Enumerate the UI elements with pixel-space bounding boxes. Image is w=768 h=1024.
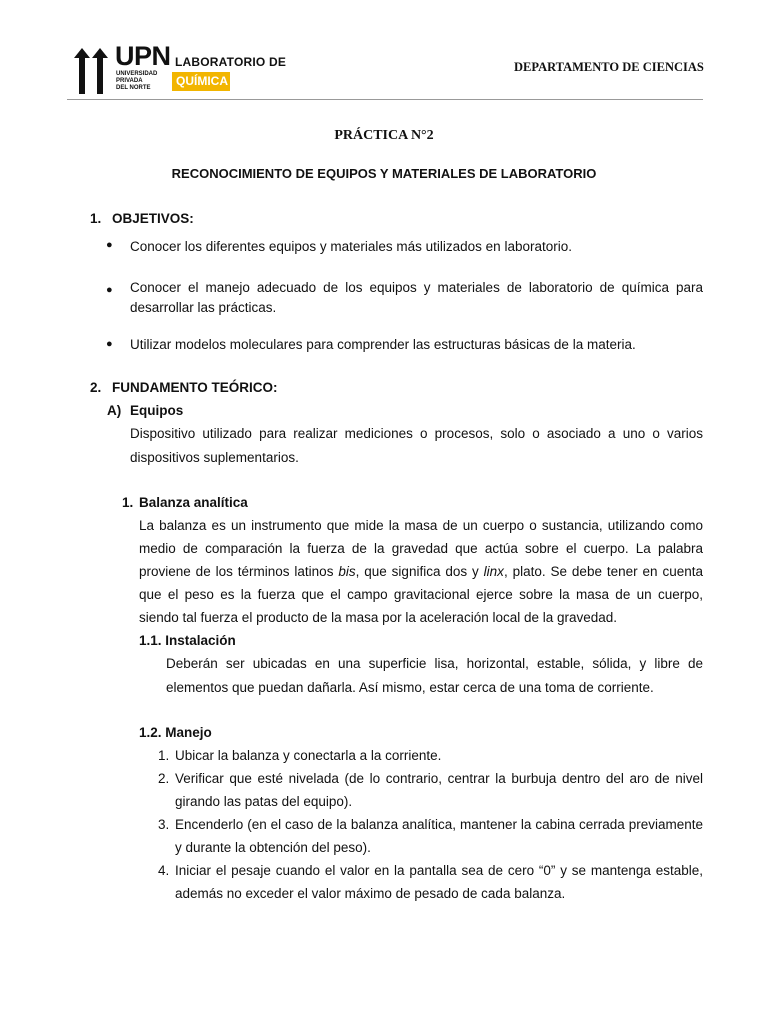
- list-item: Utilizar modelos moleculares para comprender las estructuras básicas de la materia.: [130, 337, 636, 352]
- section-heading: OBJETIVOS:: [112, 211, 194, 226]
- page-title: PRÁCTICA N°2: [334, 128, 434, 143]
- step-number: 1.: [158, 748, 170, 763]
- subitem-heading: 1.1. Instalación: [139, 633, 236, 648]
- item-paragraph: La balanza es un instrumento que mide la masa de un cuerpo o sustancia, utilizando como medio de comparación la fuerza de la gravedad que actúa sobre el cuerpo. La palabra proviene de los términos latinos bis, que significa dos y linx, plato. Se debe tener en cuenta que el peso es la fuerza que el campo gravitacional ejerce sobre la masa de un cuerpo, siendo tal fuerza el producto de la masa por la aceleración local de la gravedad.: [139, 518, 703, 625]
- subitem-text: Deberán ser ubicadas en una superficie lisa, horizontal, estable, sólida, y libre de elementos que puedan dañarla. Así mismo, estar cerca de una toma de corriente.: [166, 656, 703, 695]
- list-item: Iniciar el pesaje cuando el valor en la pantalla sea de cero “0” y se mantenga estable, además no exceder el valor máximo de pesado de cada balanza.: [175, 863, 703, 901]
- list-item: Conocer el manejo adecuado de los equipos y materiales de laboratorio de química para desarrollar las prácticas.: [130, 280, 703, 315]
- step-number: 4.: [158, 863, 170, 878]
- logo-subtitle: UNIVERSIDAD PRIVADA DEL NORTE: [116, 71, 158, 91]
- list-item: Ubicar la balanza y conectarla a la corriente.: [175, 748, 442, 763]
- item-number: 1.: [122, 495, 134, 510]
- lab-badge-text: QUÍMICA 1: [176, 74, 238, 88]
- subsection-heading: Equipos: [130, 403, 184, 418]
- bullet-icon: ●: [106, 284, 113, 296]
- item-heading: Balanza analítica: [139, 495, 248, 510]
- subitem-heading: 1.2. Manejo: [139, 725, 212, 740]
- upn-logo-icon: [72, 46, 112, 96]
- list-item: Verificar que esté nivelada (de lo contrario, centrar la burbuja dentro del aro de nivel girando las patas del equipo).: [175, 771, 703, 809]
- section-number: 1.: [90, 211, 102, 226]
- logo-text: UPN: [115, 41, 171, 71]
- lab-label: LABORATORIO DE: [175, 55, 287, 69]
- list-item: Conocer los diferentes equipos y materiales más utilizados en laboratorio.: [130, 239, 572, 254]
- subsection-label: A): [107, 403, 122, 418]
- section-number: 2.: [90, 380, 102, 395]
- step-number: 3.: [158, 817, 170, 832]
- step-number: 2.: [158, 771, 170, 786]
- subsection-text: Dispositivo utilizado para realizar mediciones o procesos, solo o asociado a uno o varios dispositivos suplementarios.: [130, 426, 703, 465]
- bullet-icon: ●: [106, 239, 113, 251]
- page-subtitle: RECONOCIMIENTO DE EQUIPOS Y MATERIALES DE LABORATORIO: [171, 166, 597, 181]
- list-item: Encenderlo (en el caso de la balanza analítica, mantener la cabina cerrada previamente y durante la obtención del peso).: [175, 817, 703, 855]
- section-heading: FUNDAMENTO TEÓRICO:: [112, 380, 278, 395]
- department-label: DEPARTAMENTO DE CIENCIAS: [514, 60, 704, 74]
- bullet-icon: ●: [106, 338, 113, 350]
- header-divider: [67, 99, 703, 100]
